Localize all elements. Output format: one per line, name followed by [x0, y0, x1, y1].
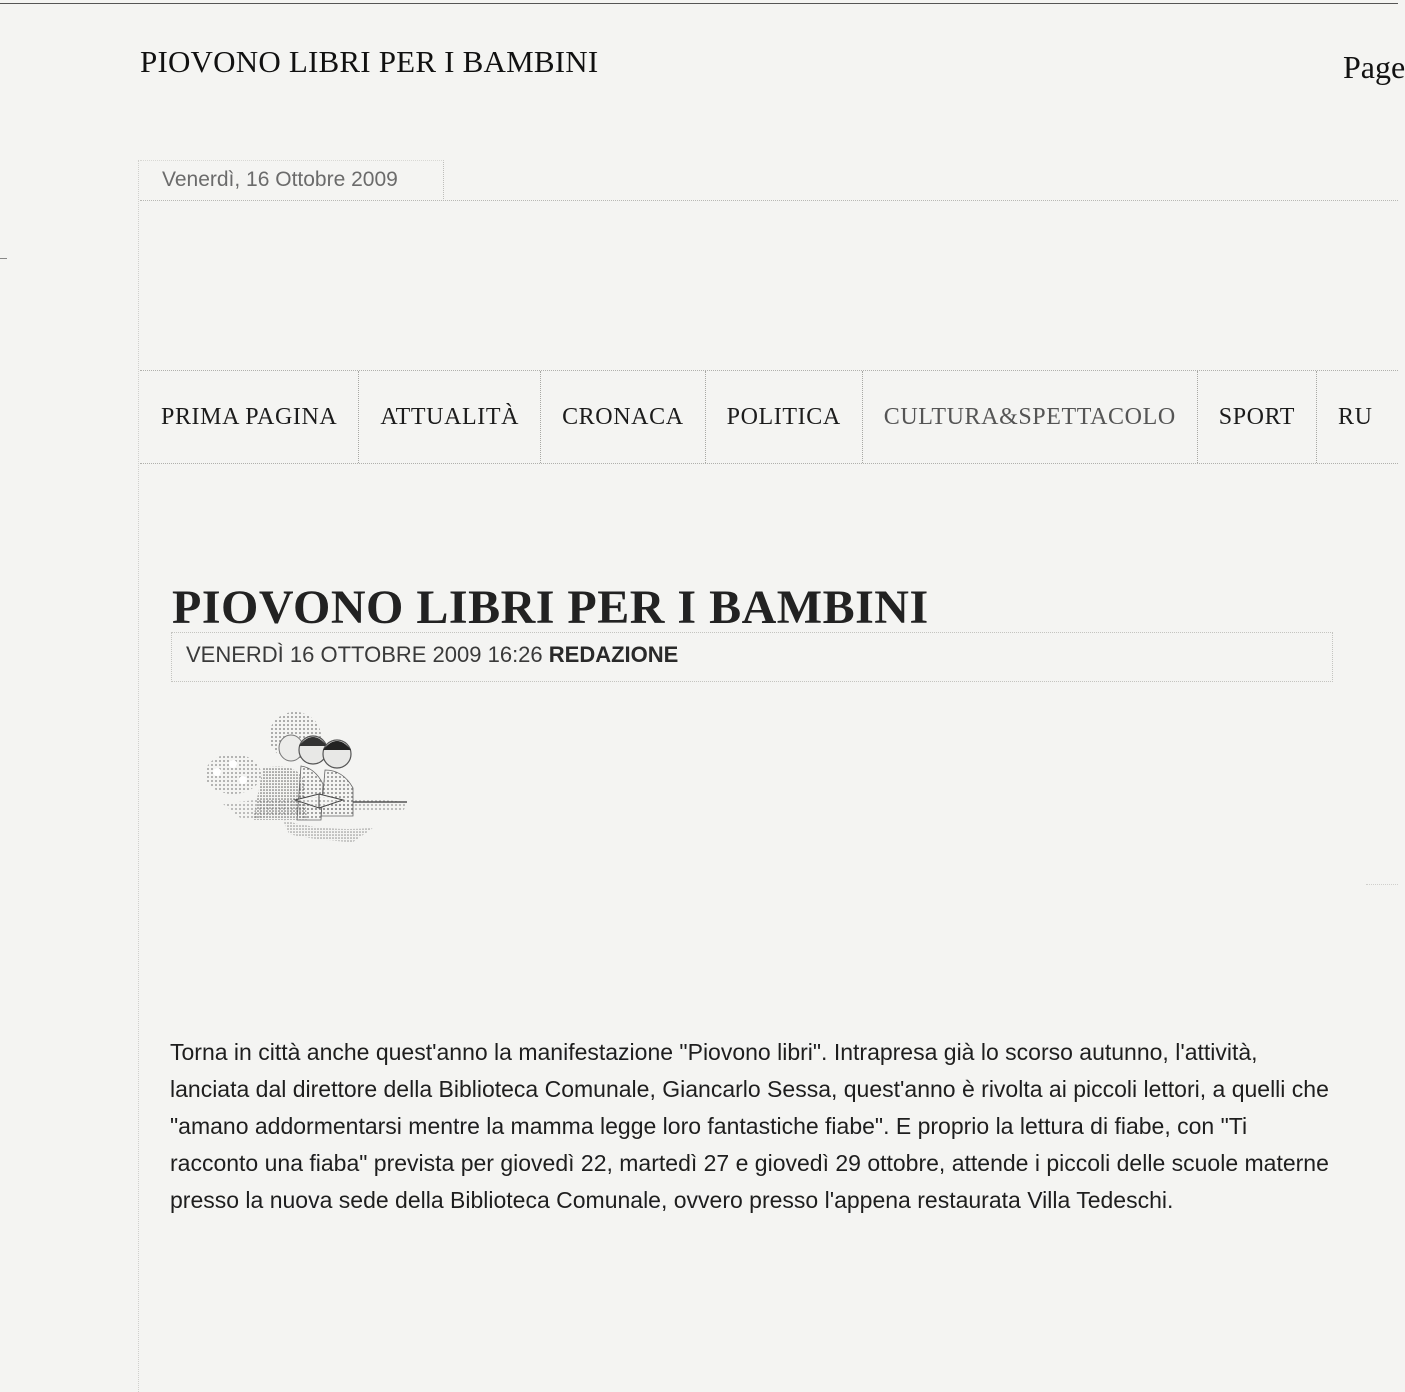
article-meta [171, 632, 1333, 682]
children-reading-illustration-icon [203, 708, 409, 844]
article-datetime: VENERDÌ 16 OTTOBRE 2009 16:26 [186, 642, 543, 667]
article-meta-line [186, 642, 678, 668]
nav-item-cultura-spettacolo[interactable]: CULTURA&SPETTACOLO [863, 371, 1198, 463]
nav-item-cronaca[interactable]: CRONACA [541, 371, 706, 463]
print-header-title: PIOVONO LIBRI PER I BAMBINI [140, 44, 599, 79]
nav-item-prima-pagina[interactable]: PRIMA PAGINA [140, 371, 359, 463]
nav-item-attualita[interactable]: ATTUALITÀ [359, 371, 541, 463]
main-navigation [140, 370, 1398, 464]
article-author: REDAZIONE [548, 642, 679, 667]
nav-item-sport[interactable]: SPORT [1198, 371, 1317, 463]
date-divider [140, 200, 1398, 201]
nav-item-rubriche[interactable]: RU [1338, 403, 1373, 430]
article-body [170, 1034, 1335, 1219]
margin-rule [1366, 884, 1398, 885]
article-body-paragraph: Torna in città anche quest'anno la manifestazione "Piovono libri". Intrapresa già lo scorso autunno, l'attività, lanciata dal direttore della Biblioteca Comunale, Giancarlo Sessa, quest'anno è rivolta ai piccoli lettori, a quelli che "amano addormentarsi mentre la mamma legge loro fantastiche fiabe". E proprio la lettura di fiabe, con "Ti racconto una fiaba" prevista per giovedì 22, martedì 27 e giovedì 29 ottobre, attende i piccoli delle scuole materne presso la nuova sede della Biblioteca Comunale, ovvero presso l'appena restaurata Villa Tedeschi. [170, 1039, 1329, 1213]
site-date: Venerdì, 16 Ottobre 2009 [162, 168, 398, 191]
scan-top-rule [0, 3, 1398, 4]
nav-item-politica[interactable]: POLITICA [706, 371, 863, 463]
print-header-page-label: Page [1343, 49, 1405, 85]
article-title: PIOVONO LIBRI PER I BAMBINI [172, 581, 929, 635]
margin-mark [0, 258, 7, 259]
